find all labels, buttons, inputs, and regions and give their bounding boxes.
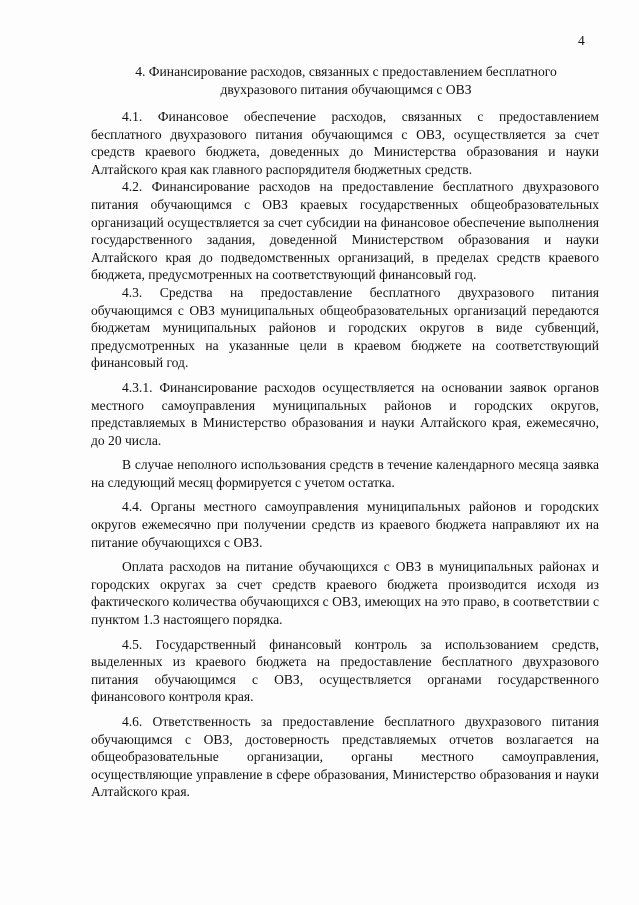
paragraph-unused-funds: В случае неполного использования средств в течение календарного месяца заявка на следующий месяц формируется с учетом остатка. (91, 457, 599, 490)
paragraph-4-2: 4.2. Финансирование расходов на предоставление бесплатного двухразового питания обучающимся с ОВЗ краевых государственных общеобразовательных организаций осуществляется за счет субсидии на финансовое обеспечение выполнения государственного задания, доведенной Министерством образования и науки Алтайского края до подведомственных организаций, в пределах средств краевого бюджета, предусмотренных на соответствующий финансовый год. (91, 179, 599, 283)
paragraph-4-5: 4.5. Государственный финансовый контроль за использованием средств, выделенных из краевого бюджета на предоставление бесплатного двухразового питания обучающимся с ОВЗ, осуществляется органами государственного финансового контроля края. (91, 636, 599, 705)
page-number: 4 (578, 33, 585, 48)
document-body (91, 108, 599, 801)
paragraph-4-4: 4.4. Органы местного самоуправления муниципальных районов и городских округов ежемесячно при получении средств из краевого бюджета направляют их на питание обучающихся с ОВЗ. (91, 499, 599, 550)
section-title: 4. Финансирование расходов, связанных с предоставлением бесплатного двухразового питания обучающимся с ОВЗ (135, 64, 557, 97)
paragraph-4-3: 4.3. Средства на предоставление бесплатного двухразового питания обучающимся с ОВЗ муниципальных общеобразовательных организаций передаются бюджетам муниципальных районов и городских округов в виде субвенций, предусмотренных на указанные цели в краевом бюджете на соответствующий финансовый год. (91, 284, 599, 371)
paragraph-4-6: 4.6. Ответственность за предоставление бесплатного двухразового питания обучающимся с ОВЗ, достоверность представляемых отчетов возлагается на общеобразовательные организации, органы местного самоуправления, осуществляющие управление в сфере образования, Министерство образования и науки Алтайского края. (91, 714, 599, 800)
paragraph-4-3-1: 4.3.1. Финансирование расходов осуществляется на основании заявок органов местного самоуправления муниципальных районов и городских округов, представляемых в Министерство образования и науки Алтайского края, ежемесячно, до 20 числа. (91, 379, 599, 448)
paragraph-4-1: 4.1. Финансовое обеспечение расходов, связанных с предоставлением бесплатного двухразового питания обучающимся с ОВЗ, осуществляется за счет средств краевого бюджета, доведенных до Министерства образования и науки Алтайского края как главного распорядителя бюджетных средств. (91, 109, 599, 177)
paragraph-payment: Оплата расходов на питание обучающихся с ОВЗ в муниципальных районах и городских округах за счет средств краевого бюджета производится исходя из фактического количества обучающихся с ОВЗ, имеющих на это право, в соответствии с пунктом 1.3 настоящего порядка. (91, 559, 599, 628)
